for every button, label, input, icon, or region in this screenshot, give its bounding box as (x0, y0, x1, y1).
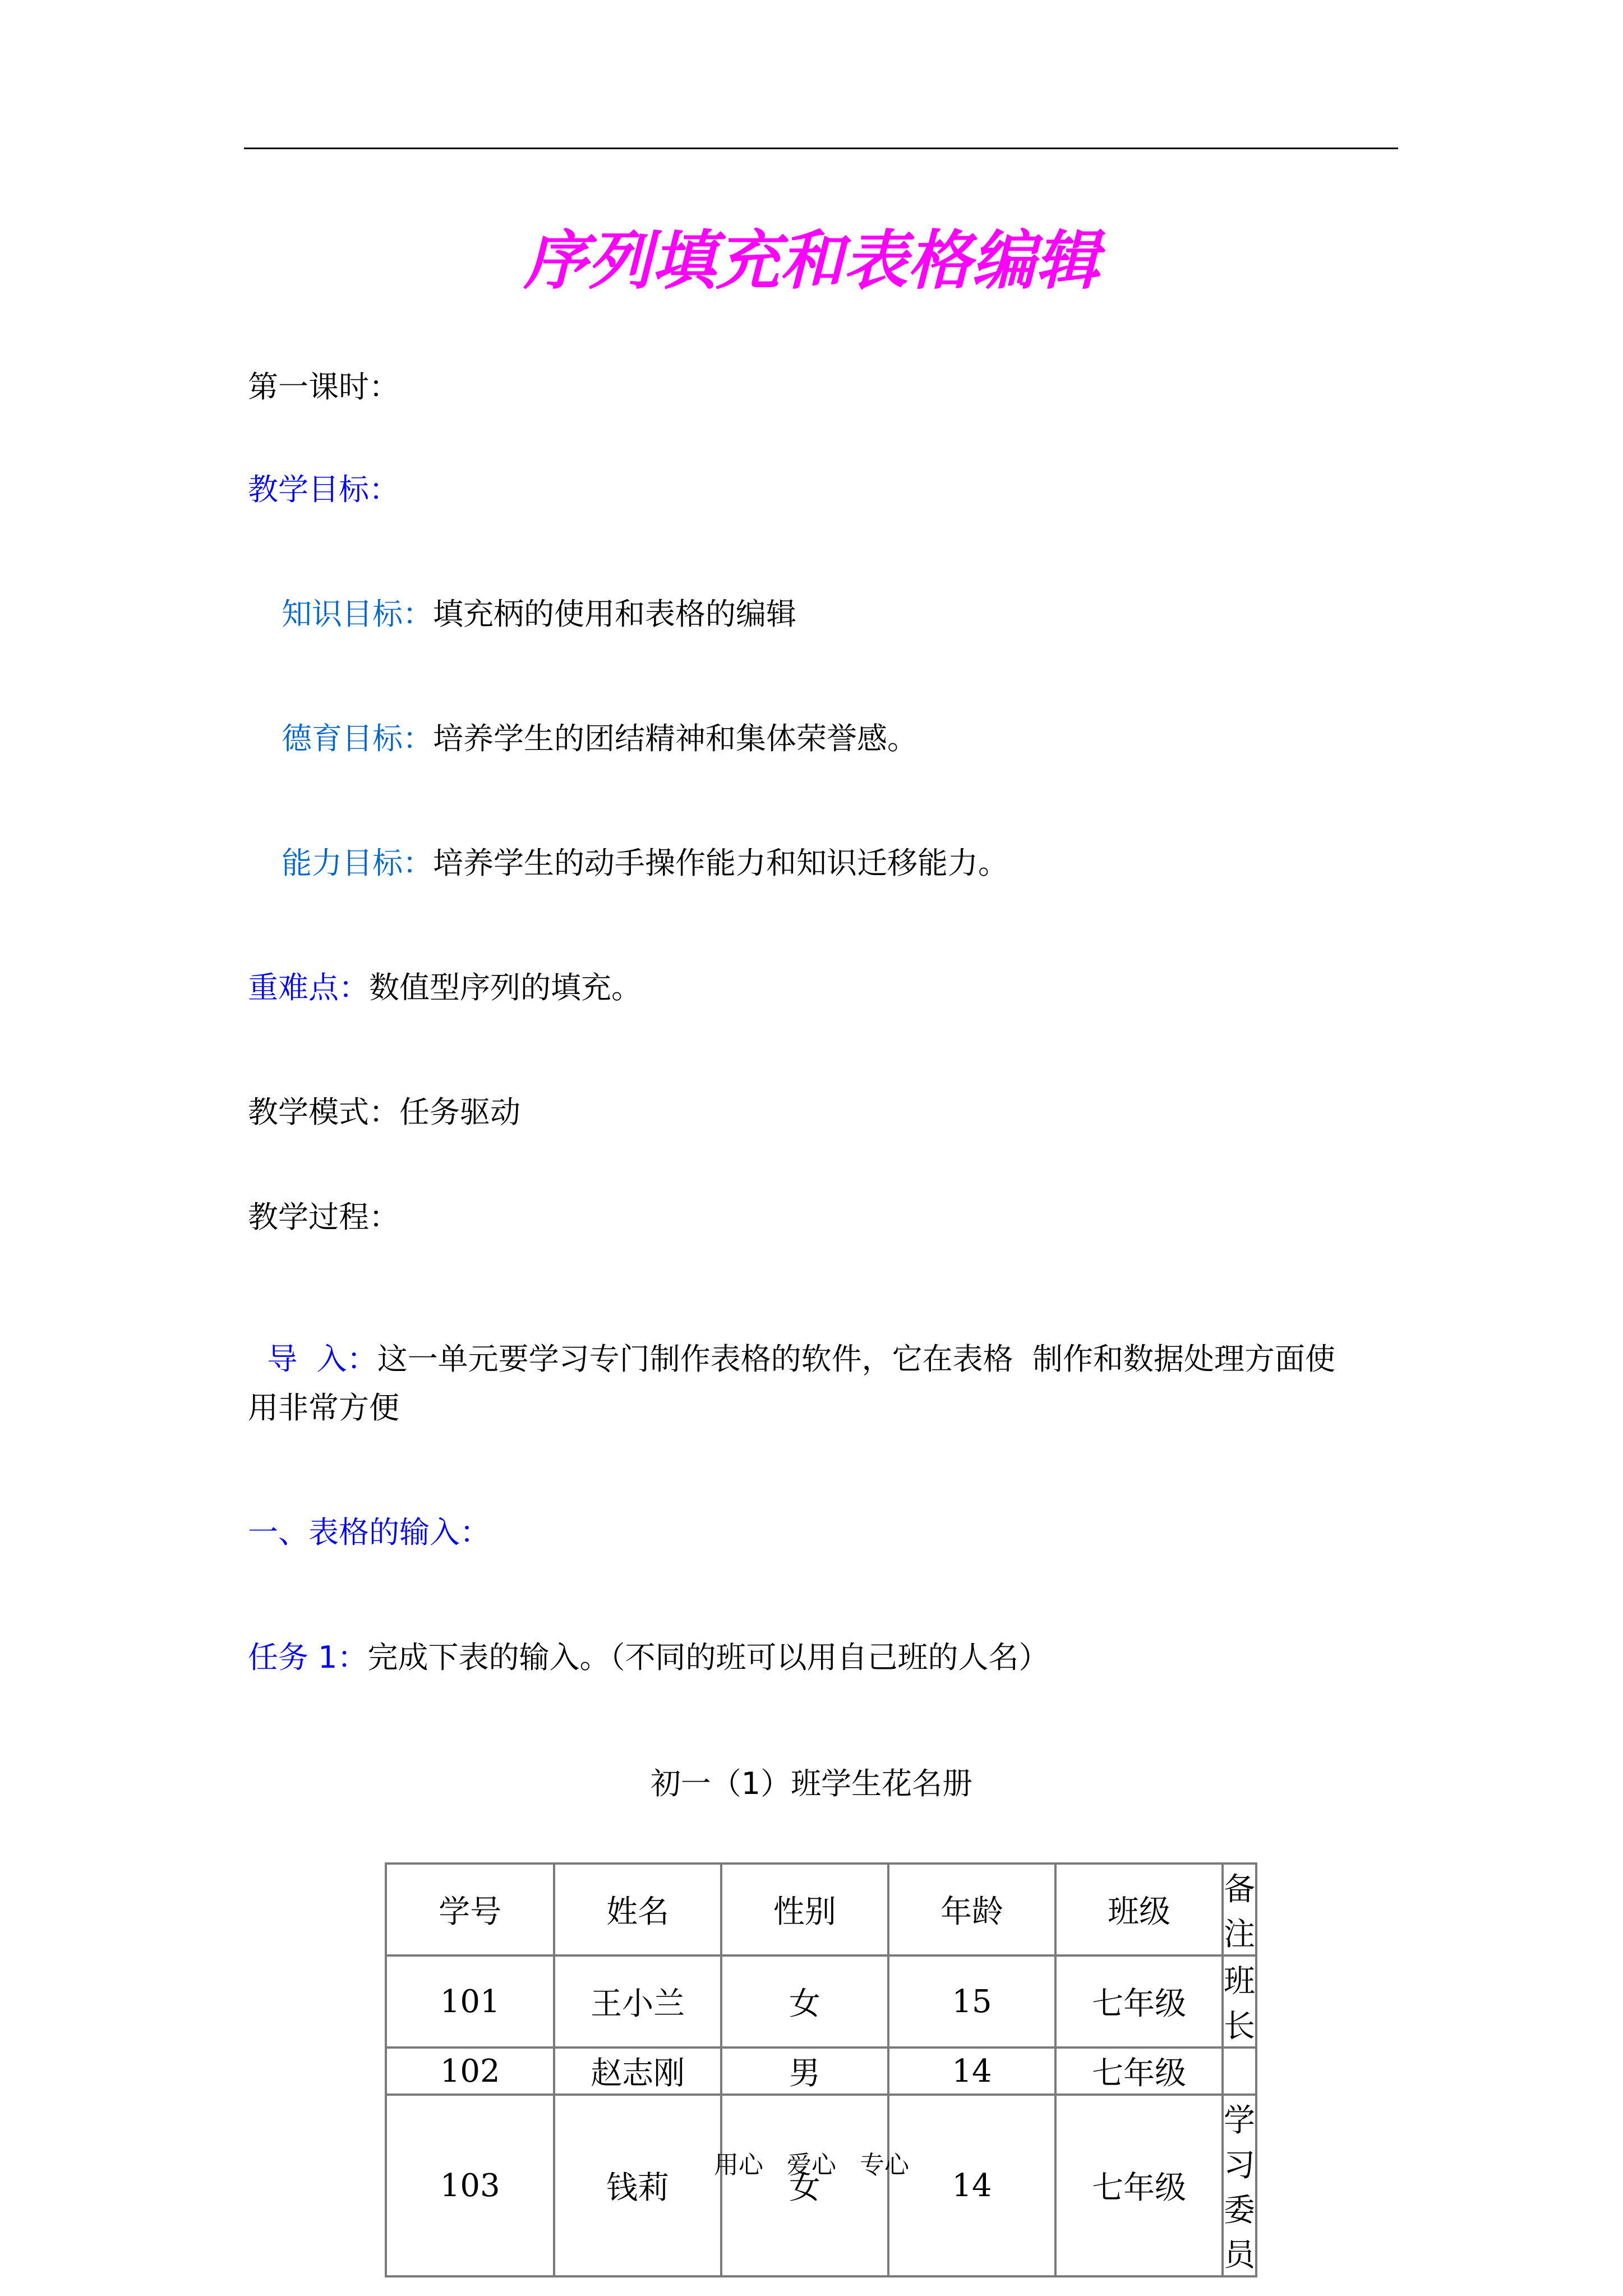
table-row (386, 2095, 1256, 2276)
table-caption: 初一（1）班学生花名册 (650, 1766, 973, 1801)
table-header-row (386, 1864, 1256, 1955)
intro-label: 导 入： (267, 1341, 377, 1377)
key-point-label: 重难点： (248, 970, 369, 1005)
page-footer: 用心 爱心 专心 (714, 2151, 909, 2179)
goal-text: 培养学生的团结精神和集体荣誉感。 (433, 721, 917, 756)
table-cell: 103 (386, 2095, 554, 2276)
document-title: 序列填充和表格编辑 (523, 223, 1099, 298)
table-cell: 七年级 (1055, 1955, 1223, 2047)
table-cell: 女 (721, 2095, 888, 2276)
header-cell: 班级 (1055, 1864, 1223, 1955)
table-cell: 七年级 (1055, 2047, 1223, 2095)
intro-paragraph (248, 1300, 1335, 1379)
table-cell: 学习委员 (1223, 2095, 1256, 2276)
goal-label: 德育目标： (282, 721, 433, 756)
table-cell: 男 (721, 2047, 888, 2095)
roster-table (385, 1862, 1257, 2277)
table-cell: 钱莉 (554, 2095, 721, 2276)
table-cell: 王小兰 (554, 1955, 721, 2047)
goal-moral (282, 719, 917, 758)
intro-text: 这一单元要学习专门制作表格的软件，它在表格 制作和数据处理方面使 (377, 1341, 1336, 1377)
header-cell: 备注 (1223, 1864, 1256, 1955)
goals-heading: 教学目标： (248, 472, 399, 507)
table-cell: 15 (888, 1955, 1056, 2047)
header-cell: 年龄 (888, 1864, 1056, 1955)
teaching-process: 教学过程： (248, 1199, 399, 1235)
goal-ability (282, 844, 1008, 883)
header-cell: 学号 (386, 1864, 554, 1955)
table-cell: 14 (888, 2047, 1056, 2095)
goal-knowledge (282, 595, 796, 634)
table-cell: 14 (888, 2095, 1056, 2276)
table-row (386, 2047, 1256, 2095)
goal-text: 培养学生的动手操作能力和知识迁移能力。 (433, 845, 1008, 881)
goal-text: 填充柄的使用和表格的编辑 (433, 596, 796, 632)
intro-continuation: 用非常方便 (248, 1390, 399, 1425)
goal-label: 能力目标： (282, 845, 433, 881)
table-row (386, 1955, 1256, 2047)
task-1 (248, 1638, 1049, 1677)
key-point (248, 968, 642, 1007)
table-cell: 七年级 (1055, 2095, 1223, 2276)
table-cell: 赵志刚 (554, 2047, 721, 2095)
header-cell: 姓名 (554, 1864, 721, 1955)
table-cell (1223, 2047, 1256, 2095)
goal-label: 知识目标： (282, 596, 433, 632)
task-text: 完成下表的输入。（不同的班可以用自己班的人名） (367, 1640, 1049, 1675)
table-cell: 101 (386, 1955, 554, 2047)
section-heading: 一、表格的输入： (248, 1515, 490, 1550)
key-point-text: 数值型序列的填充。 (369, 970, 642, 1005)
header-rule (244, 148, 1398, 149)
teaching-mode: 教学模式：任务驱动 (248, 1094, 520, 1130)
header-cell: 性别 (721, 1864, 888, 1955)
table-cell: 班长 (1223, 1955, 1256, 2047)
table-cell: 102 (386, 2047, 554, 2095)
lesson-period: 第一课时： (248, 369, 399, 404)
table-cell: 女 (721, 1955, 888, 2047)
task-label: 任务 1： (248, 1640, 368, 1675)
